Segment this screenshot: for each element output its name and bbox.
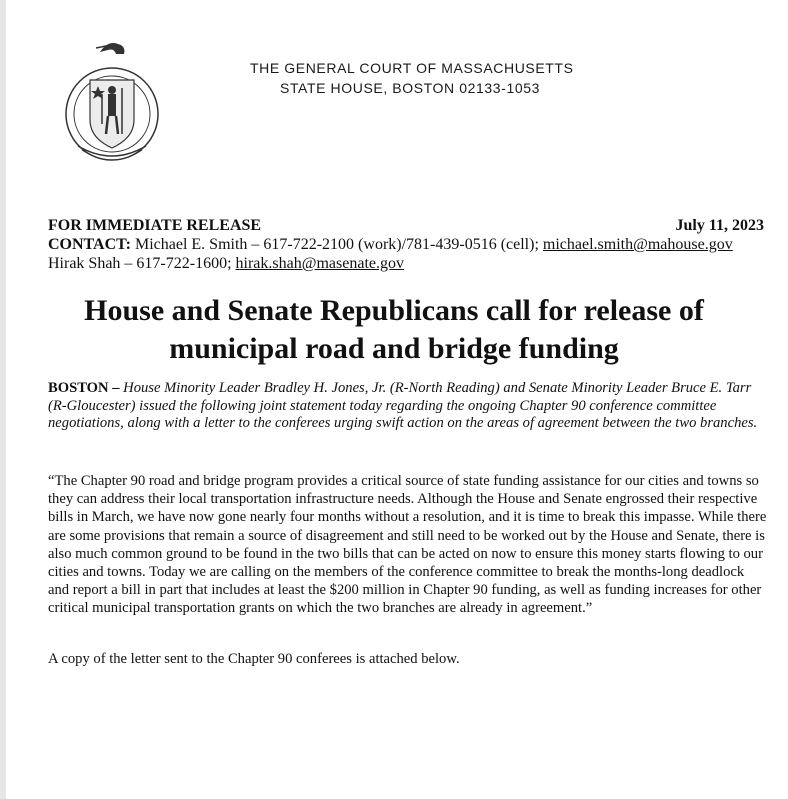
letterhead (250, 58, 610, 98)
seal-icon (56, 34, 168, 166)
contact-email-2[interactable]: hirak.shah@masenate.gov (235, 255, 404, 272)
page-edge (0, 0, 6, 799)
letterhead-line-1: THE GENERAL COURT OF MASSACHUSETTS (250, 60, 574, 76)
release-label: FOR IMMEDIATE RELEASE (48, 217, 262, 234)
contact-line-2-text: Hirak Shah – 617-722-1600; (48, 255, 236, 272)
contact-email-1[interactable]: michael.smith@mahouse.gov (542, 236, 733, 253)
contact-line-2 (48, 254, 768, 273)
contact-label: CONTACT: (48, 236, 131, 253)
contact-line-1-text: Michael E. Smith – 617-722-2100 (work)/781-439-0516 (cell); (130, 236, 543, 253)
dateline: BOSTON – (48, 380, 124, 396)
headline (30, 292, 758, 368)
intro-paragraph (48, 380, 764, 433)
contact-line-1 (48, 235, 768, 254)
letterhead-line-2: STATE HOUSE, BOSTON 02133-1053 (280, 80, 540, 96)
closing-paragraph: A copy of the letter sent to the Chapter 90 conferees is attached below. (48, 651, 460, 667)
release-row (48, 216, 764, 235)
state-seal-image (56, 34, 168, 166)
intro-text: House Minority Leader Bradley H. Jones, Jr. (R-North Reading) and Senate Minority Leader Bruce E. Tarr (R-Gloucester) issued the following joint statement today regarding the ongoing Chapter 90 conference committee negotiations, along with a letter to the conferees urging swift action on the areas of agreement between the two branches. (48, 380, 758, 431)
quote-paragraph: “The Chapter 90 road and bridge program provides a critical source of state funding assistance for our cities and towns so they can address their local transportation infrastructure needs. Although the House and Senate engrossed their respective bills in March, we have now gone nearly four months without a resolution, and it is time to break this impasse. While there are some provisions that remain a source of disagreement and still need to be worked out by the House and Senate, there is also much common ground to be found in the two bills that can be acted on now to ensure this money starts flowing to our cities and towns. Today we are calling on the members of the conference committee to break the months-long deadlock and report a bill in part that includes at least the $200 million in Chapter 90 funding, as well as funding increases for other critical municipal transportation grants on which the two branches are already in agreement.” (48, 473, 767, 617)
headline-line-1: House and Senate Republicans call for release of (84, 294, 704, 327)
release-date: July 11, 2023 (675, 217, 764, 234)
headline-line-2: municipal road and bridge funding (169, 332, 619, 365)
contact-block (48, 235, 768, 273)
